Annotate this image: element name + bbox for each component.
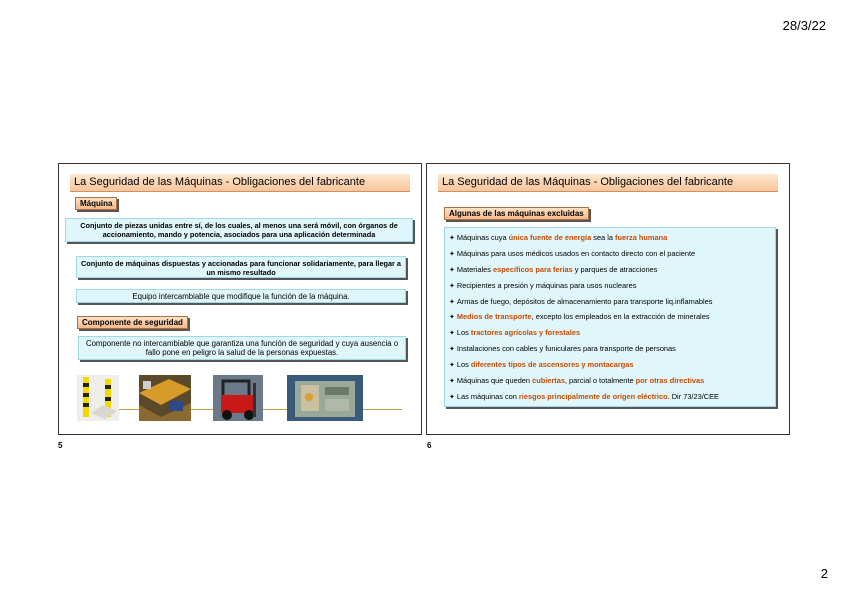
list-item: ✦ Materiales específicos para ferias y parques de atracciones (449, 264, 658, 274)
diamond-bullet-icon: ✦ (449, 393, 455, 401)
list-item: ✦ Máquinas cuya única fuente de energía sea la fuerza humana (449, 233, 668, 242)
page-number: 2 (820, 566, 828, 581)
list-item: ✦ Los diferentes tipos de ascensores y montacargas (449, 360, 634, 370)
slide-title: La Seguridad de las Máquinas - Obligaciones del fabricante (70, 174, 410, 192)
definition-box-1: Conjunto de piezas unidas entre sí, de los cuales, al menos una será móvil, con órganos de accionamiento, mando y potencia, asociados para una aplicación determinada (65, 218, 413, 242)
date: 28/3/22 (782, 18, 826, 33)
list-item: ✦ Recipientes a presión y máquinas para usos nucleares (449, 280, 637, 290)
photo-strip (77, 375, 402, 423)
diamond-bullet-icon: ✦ (449, 235, 455, 242)
diamond-bullet-icon: ✦ (449, 362, 455, 370)
diamond-bullet-icon: ✦ (449, 282, 455, 290)
excluded-machines-label: Algunas de las máquinas excluidas (444, 207, 589, 220)
slide-5[interactable] (58, 163, 422, 435)
slide-title: La Seguridad de las Máquinas - Obligaciones del fabricante (438, 174, 778, 192)
diamond-bullet-icon: ✦ (449, 378, 455, 386)
definition-box-2: Conjunto de máquinas dispuestas y accionadas para funcionar solidariamente, para llegar a un mismo resultado (76, 256, 406, 278)
list-item: ✦ Máquinas para usos médicos usados en contacto directo con el paciente (449, 248, 696, 258)
list-item: ✦ Máquinas que queden cubiertas, parcial o totalmente por otras directivas (449, 376, 705, 386)
list-item: ✦ Las máquinas con riesgos principalmente de origen eléctrico. Dir 73/23/CEE (449, 391, 719, 401)
componente-label: Componente de seguridad (77, 316, 188, 329)
safety-barrier-photo (77, 375, 119, 421)
maquina-label: Máquina (75, 197, 117, 210)
definition-box-3: Equipo intercambiable que modifique la función de la máquina. (76, 289, 406, 303)
list-item: ✦ Armas de fuego, depósitos de almacenamiento para transporte liq.inflamables (449, 296, 713, 306)
diamond-bullet-icon: ✦ (449, 250, 455, 258)
slide-number-6: 6 (427, 441, 432, 450)
diamond-bullet-icon: ✦ (449, 330, 455, 338)
definition-box-4: Componente no intercambiable que garantiza una función de seguridad y cuya ausencia o fallo pone en peligro la salud de la personas expuestas. (78, 336, 406, 360)
list-item: ✦ Medios de transporte, excepto los empleados en la extracción de minerales (449, 312, 710, 322)
forklift-photo (213, 375, 263, 421)
diamond-bullet-icon: ✦ (449, 314, 455, 322)
diamond-bullet-icon: ✦ (449, 298, 455, 306)
conveyor-machine-photo (139, 375, 191, 421)
excluded-machines-list (444, 227, 776, 407)
diamond-bullet-icon: ✦ (449, 266, 455, 274)
diamond-bullet-icon: ✦ (449, 346, 455, 354)
slide-6[interactable] (426, 163, 790, 435)
list-item: ✦ Los tractores agrícolas y forestales (449, 328, 581, 338)
slide-number-5: 5 (58, 441, 63, 450)
industrial-equipment-photo (287, 375, 363, 421)
list-item: ✦ Instalaciones con cables y funiculares para transporte de personas (449, 344, 676, 354)
